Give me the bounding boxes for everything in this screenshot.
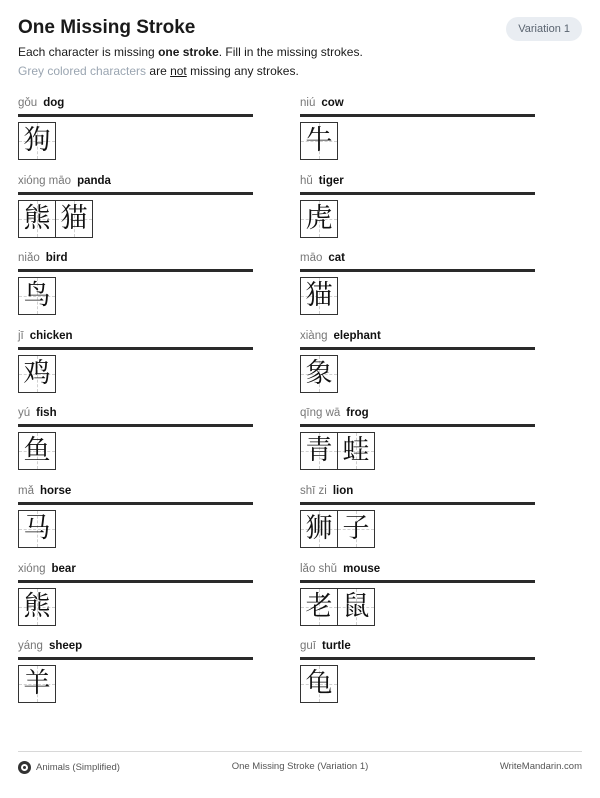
english-word: elephant [333, 329, 381, 342]
vocab-item [300, 96, 535, 174]
character-glyph: 狗 [23, 125, 51, 156]
vocab-label [18, 406, 253, 420]
vocab-label [300, 96, 535, 110]
vocab-item [300, 562, 535, 640]
writing-box[interactable] [300, 432, 338, 470]
pinyin-text: xióng [18, 562, 46, 575]
divider-rule [18, 580, 253, 583]
divider-rule [300, 347, 535, 350]
instruction-text: Each character is missing [18, 45, 159, 59]
character-glyph: 子 [342, 512, 370, 544]
pinyin-text: yáng [18, 640, 43, 653]
english-word: dog [43, 97, 65, 109]
vocab-label [300, 251, 535, 265]
character-glyph: 熊 [23, 590, 51, 622]
footer-site-link[interactable]: WriteMandarin.com [499, 761, 582, 772]
pinyin-text: lǎo shǔ [300, 562, 338, 575]
character-glyph: 老 [305, 590, 333, 622]
divider-rule [300, 424, 535, 427]
english-word: lion [332, 484, 354, 497]
character-boxes [300, 200, 535, 238]
writing-box[interactable] [337, 588, 375, 626]
vocab-item [300, 639, 535, 717]
writing-box[interactable] [300, 588, 338, 626]
character-boxes [18, 432, 253, 470]
writing-box[interactable] [18, 355, 56, 393]
page-title: One Missing Stroke [18, 17, 196, 38]
vocab-item [300, 484, 535, 562]
character-boxes [300, 510, 535, 548]
english-word: bear [51, 562, 76, 575]
character-boxes [300, 432, 535, 470]
divider-rule [300, 502, 535, 505]
character-boxes [18, 122, 253, 160]
vocab-label [18, 174, 253, 188]
pinyin-text: jī [18, 329, 24, 342]
character-boxes [300, 355, 535, 393]
variation-badge: Variation 1 [506, 17, 582, 41]
writing-box[interactable] [18, 432, 56, 470]
writing-box[interactable] [18, 200, 56, 238]
vocab-item [18, 562, 253, 640]
character-glyph: 龟 [305, 668, 333, 700]
writing-box[interactable] [18, 122, 56, 160]
pinyin-text: niú [300, 97, 316, 109]
character-glyph: 狮 [305, 512, 333, 544]
writing-box[interactable] [337, 510, 375, 548]
vocab-label [300, 639, 535, 653]
character-glyph: 蛙 [342, 435, 370, 467]
pinyin-text: yú [18, 407, 31, 420]
character-glyph: 猫 [305, 280, 333, 312]
writing-box[interactable] [300, 200, 338, 238]
english-word: cat [328, 252, 345, 265]
vocab-label [18, 484, 253, 498]
footer-divider [18, 751, 582, 752]
vocab-item [300, 329, 535, 407]
writing-box[interactable] [300, 355, 338, 393]
writing-box[interactable] [18, 588, 56, 626]
divider-rule [300, 657, 535, 660]
right-column [300, 96, 535, 717]
footer-category: Animals (Simplified) [36, 762, 120, 773]
divider-rule [18, 657, 253, 660]
english-word: fish [36, 407, 57, 420]
vocab-item [18, 639, 253, 717]
character-glyph: 鼠 [342, 590, 370, 622]
character-boxes [18, 665, 253, 703]
character-boxes [300, 588, 535, 626]
instruction-line-1 [18, 45, 363, 59]
instruction-text: . Fill in the missing strokes. [218, 45, 363, 59]
character-glyph: 马 [23, 512, 51, 544]
vocab-item [300, 251, 535, 329]
instruction-bold: one stroke [158, 45, 219, 59]
pinyin-text: niǎo [18, 252, 40, 265]
writing-box[interactable] [55, 200, 93, 238]
english-word: panda [77, 174, 111, 187]
writing-box[interactable] [300, 510, 338, 548]
pinyin-text: māo [300, 252, 323, 265]
pinyin-text: qīng wā [300, 407, 341, 420]
vocab-item [300, 406, 535, 484]
character-glyph: 牛 [305, 125, 333, 156]
writing-box[interactable] [18, 665, 56, 703]
vocab-item [18, 406, 253, 484]
character-glyph: 猫 [60, 202, 88, 234]
vocab-label [300, 329, 535, 343]
pinyin-text: xiàng [300, 329, 328, 342]
writing-box[interactable] [337, 432, 375, 470]
pinyin-text: guī [300, 640, 316, 653]
pinyin-text: hǔ [300, 174, 313, 187]
instruction-line-2 [18, 64, 299, 78]
character-boxes [18, 200, 253, 238]
divider-rule [300, 580, 535, 583]
footer-center: One Missing Stroke (Variation 1) [231, 761, 369, 772]
writing-box[interactable] [300, 277, 338, 315]
instruction-grey-text: Grey colored characters [18, 64, 147, 78]
english-word: cow [321, 97, 344, 109]
english-word: horse [39, 484, 72, 497]
character-boxes [300, 665, 535, 703]
character-glyph: 鸟 [23, 280, 51, 312]
left-column [18, 96, 253, 717]
divider-rule [18, 192, 253, 195]
divider-rule [18, 269, 253, 272]
english-word: frog [346, 407, 369, 420]
pinyin-text: gǒu [18, 97, 38, 109]
pinyin-text: mǎ [18, 484, 34, 497]
writing-box[interactable] [300, 122, 338, 160]
character-boxes [300, 122, 535, 160]
character-glyph: 象 [305, 357, 333, 389]
character-boxes [18, 277, 253, 315]
divider-rule [18, 347, 253, 350]
vocab-label [18, 639, 253, 653]
english-word: turtle [322, 640, 351, 653]
character-glyph: 羊 [23, 668, 51, 700]
vocab-label [18, 96, 253, 110]
vocab-item [18, 484, 253, 562]
english-word: chicken [29, 329, 73, 342]
vocab-item [18, 96, 253, 174]
vocab-label [18, 251, 253, 265]
vocab-label [18, 562, 253, 576]
divider-rule [18, 114, 253, 117]
instruction-text: are [146, 64, 171, 78]
character-glyph: 鱼 [23, 435, 51, 467]
divider-rule [18, 502, 253, 505]
pinyin-text: xióng māo [18, 174, 72, 187]
character-boxes [18, 510, 253, 548]
english-word: mouse [343, 562, 381, 575]
character-glyph: 虎 [305, 202, 333, 234]
divider-rule [18, 424, 253, 427]
writing-box[interactable] [300, 665, 338, 703]
writing-box[interactable] [18, 277, 56, 315]
character-boxes [18, 355, 253, 393]
character-glyph: 鸡 [23, 357, 51, 389]
divider-rule [300, 192, 535, 195]
divider-rule [300, 269, 535, 272]
vocab-item [18, 174, 253, 252]
instruction-underlined: not [170, 64, 187, 78]
character-glyph: 熊 [23, 202, 51, 234]
english-word: bird [45, 252, 68, 265]
divider-rule [300, 114, 535, 117]
instruction-text: missing any strokes. [186, 64, 299, 78]
english-word: tiger [318, 174, 344, 187]
vocab-label [300, 174, 535, 188]
english-word: sheep [48, 640, 83, 653]
vocab-label [300, 406, 535, 420]
character-glyph: 青 [305, 435, 333, 467]
vocab-item [300, 174, 535, 252]
character-boxes [18, 588, 253, 626]
vocab-item [18, 329, 253, 407]
writing-box[interactable] [18, 510, 56, 548]
pinyin-text: shī zi [300, 484, 327, 497]
vocab-label [300, 562, 535, 576]
vocab-item [18, 251, 253, 329]
vocab-label [18, 329, 253, 343]
character-boxes [300, 277, 535, 315]
vocab-label [300, 484, 535, 498]
